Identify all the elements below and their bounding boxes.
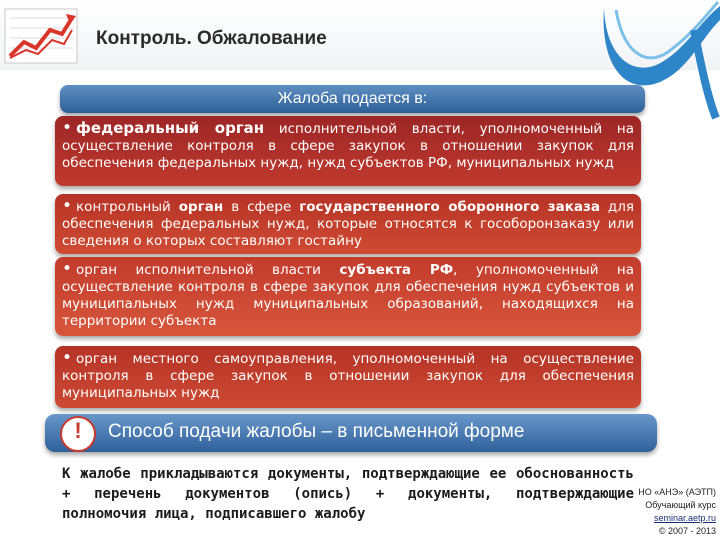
attachments-note: К жалобе прикладываются документы, подтверждающие ее обоснованность + перечень документов (опись) + документы, подтверждающие полномочия лица, подписавшего жалобу	[62, 466, 634, 522]
credit-years: © 2007 - 2013	[658, 526, 716, 536]
item-text: контрольный	[76, 199, 179, 215]
item-text: орган исполнительной власти	[76, 262, 340, 278]
complaint-target-item-2	[55, 194, 641, 254]
item-bold-text: субъекта РФ	[339, 262, 454, 278]
credit-org: НО «АНЭ» (АЭТП)	[638, 487, 716, 497]
bullet-icon: •	[62, 118, 73, 138]
item-text: орган местного самоуправления, уполномоченный на осуществление контроля в сфере закупок в отношении закупок для обеспечения муниципальных нужд	[62, 351, 634, 401]
complaint-target-item-3	[55, 257, 641, 336]
item-text: для обеспечения федеральных нужд, которые относятся к гособоронзаказу или сведения о которых составляют гостайну	[62, 199, 634, 249]
credit-course: Обучающий курс	[645, 500, 716, 510]
slide-title: Контроль. Обжалование	[96, 28, 327, 49]
item-text: в сфере	[223, 199, 300, 215]
credit-site-link[interactable]: seminar.aetp.ru	[653, 513, 716, 523]
exclamation-icon: !	[60, 416, 96, 452]
complaint-target-item-4	[55, 346, 641, 408]
credit-block	[638, 486, 716, 538]
item-text: , уполномоченный на осуществление контроля в сфере закупок для обеспечения нужд субъектов и муниципальных нужд муниципальных образований, находящихся на территории субъекта	[62, 262, 634, 329]
item-bold-text: федеральный орган	[76, 119, 265, 137]
item-bold-text: орган	[178, 199, 224, 215]
bullet-icon: •	[62, 259, 73, 279]
complaint-target-item-1	[55, 116, 641, 186]
complaint-header-banner: Жалоба подается в:	[60, 85, 645, 113]
item-text: исполнительной власти, уполномоченный на осуществление контроля в сфере закупок в отношении закупок для обеспечения федеральных нужд, нужд субъектов РФ, муниципальных нужд	[62, 121, 635, 171]
submission-method-text: Способ подачи жалобы – в письменной форме	[108, 421, 525, 442]
bullet-icon: •	[62, 196, 73, 216]
growth-chart-logo-icon	[4, 8, 78, 64]
item-bold-text: государственного оборонного заказа	[299, 199, 600, 215]
bullet-icon: •	[62, 348, 73, 368]
